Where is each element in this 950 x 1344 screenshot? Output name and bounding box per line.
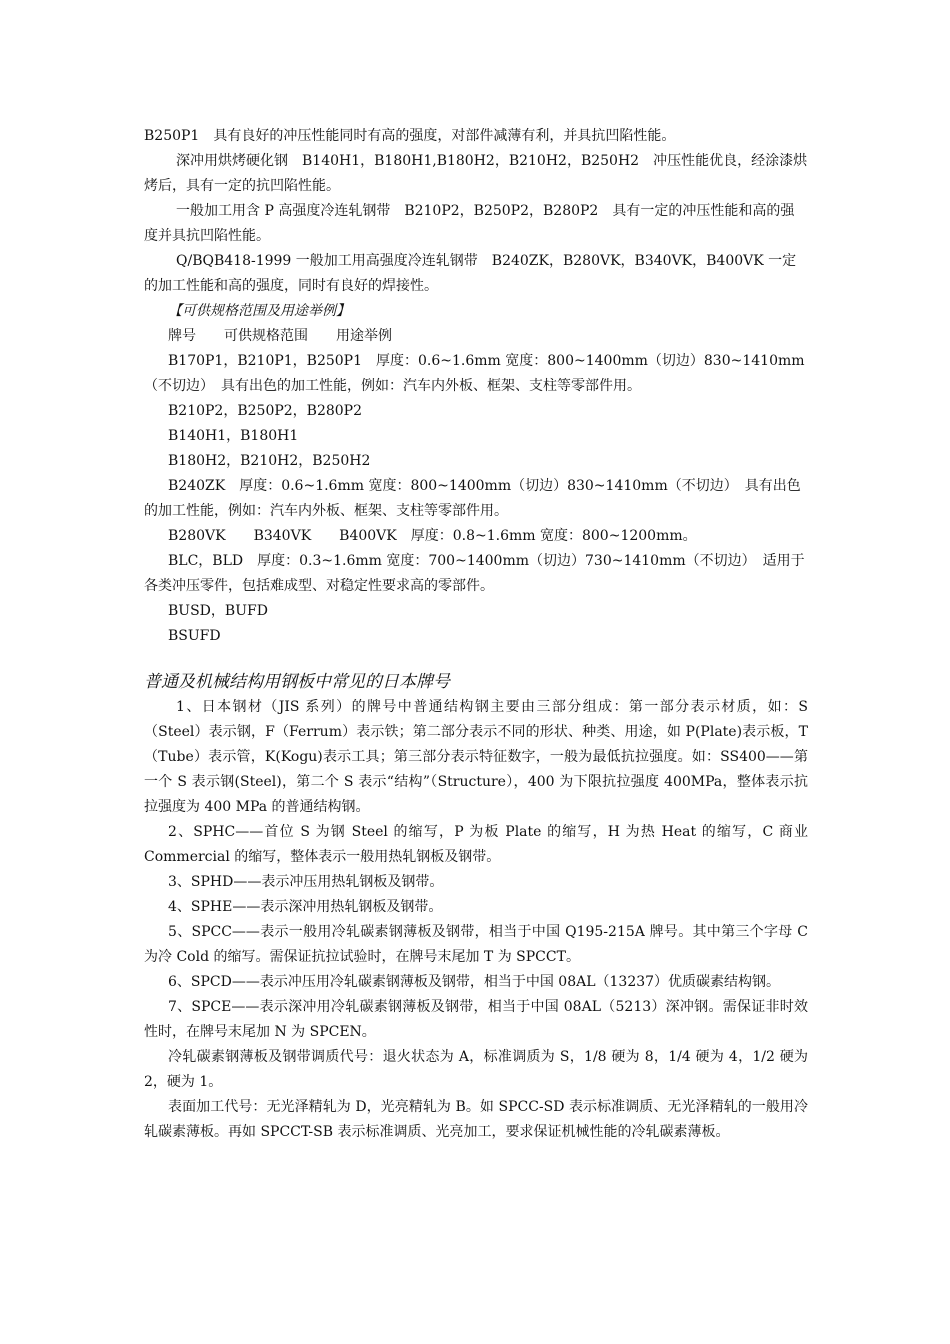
spec-section-title: 【可供规格范围及用途举例】 — [168, 303, 350, 319]
spec-row: BSUFD — [168, 628, 221, 644]
spec-row: BLC，BLD 厚度：0.3~1.6mm 宽度：700~1400mm（切边）730~1410mm（不切边） 适用于各类冲压零件，包括难成型、对稳定性要求高的零部件。 — [144, 553, 805, 594]
paragraph-p-high-strength: 一般加工用含 P 高强度冷连轧钢带 B210P2，B250P2，B280P2 具有一定的冲压性能和高的强度并具抗凹陷性能。 — [144, 203, 795, 244]
jp-paragraph: 5、SPCC——表示一般用冷轧碳素钢薄板及钢带，相当于中国 Q195-215A 牌号。其中第三个字母 C 为冷 Cold 的缩写。需保证抗拉试验时，在牌号末尾加 T 为 SPCCT。 — [144, 924, 808, 965]
jp-paragraph: 表面加工代号：无光泽精轧为 D，光亮精轧为 B。如 SPCC-SD 表示标准调质、无光泽精轧的一般用冷轧碳素薄板。再如 SPCCT-SB 表示标准调质、光亮加工，要求保证机械性能的冷轧碳素薄板。 — [144, 1099, 808, 1140]
document-page — [144, 124, 808, 1145]
jp-paragraph: 1、日本钢材（JIS 系列）的牌号中普通结构钢主要由三部分组成：第一部分表示材质，如：S（Steel）表示钢，F（Ferrum）表示铁；第二部分表示不同的形状、种类、用途，如 P(Plate)表示板，T（Tube）表示管，K(Kogu)表示工具；第三部分表示特征数字，一般为最低抗拉强度。如：SS400——第一个 S 表示钢(Steel)，第二个 S 表示“结构”（Structure），400 为下限抗拉强度 400MPa，整体表示抗拉强度为 400 MPa 的普通结构钢。 — [144, 699, 808, 815]
spec-row: B210P2，B250P2，B280P2 — [168, 403, 363, 419]
spec-row: BUSD，BUFD — [168, 603, 268, 619]
jp-paragraph: 2、SPHC——首位 S 为钢 Steel 的缩写，P 为板 Plate 的缩写，H 为热 Heat 的缩写，C 商业 Commercial 的缩写，整体表示一般用热轧钢板及钢带。 — [144, 824, 808, 865]
spec-table-header: 牌号 可供规格范围 用途举例 — [168, 328, 392, 344]
paragraph-bake-hardening: 深冲用烘烤硬化钢 B140H1，B180H1,B180H2，B210H2，B250H2 冲压性能优良，经涂漆烘烤后，具有一定的抗凹陷性能。 — [144, 153, 808, 194]
jp-paragraph: 4、SPHE——表示深冲用热轧钢板及钢带。 — [168, 899, 443, 915]
paragraph-b250p1: B250P1 具有良好的冲压性能同时有高的强度，对部件减薄有利，并具抗凹陷性能。 — [144, 128, 676, 144]
section-heading: 普通及机械结构用钢板中常见的日本牌号 — [144, 672, 450, 692]
spec-row: B280VK B340VK B400VK 厚度：0.8~1.6mm 宽度：800~1200mm。 — [168, 528, 697, 544]
jp-paragraph: 6、SPCD——表示冲压用冷轧碳素钢薄板及钢带，相当于中国 08AL（13237）优质碳素结构钢。 — [168, 974, 781, 990]
spec-row: B240ZK 厚度：0.6~1.6mm 宽度：800~1400mm（切边）830~1410mm（不切边） 具有出色的加工性能，例如：汽车内外板、框架、支柱等零部件用。 — [144, 478, 801, 519]
spec-row: B180H2，B210H2，B250H2 — [168, 453, 371, 469]
jp-paragraph: 7、SPCE——表示深冲用冷轧碳素钢薄板及钢带，相当于中国 08AL（5213）深冲钢。需保证非时效性时，在牌号末尾加 N 为 SPCEN。 — [144, 999, 808, 1040]
jp-paragraph: 冷轧碳素钢薄板及钢带调质代号：退火状态为 A，标准调质为 S，1/8 硬为 8，1/4 硬为 4，1/2 硬为 2，硬为 1。 — [144, 1049, 808, 1090]
spec-row: B170P1，B210P1，B250P1 厚度：0.6~1.6mm 宽度：800~1400mm（切边）830~1410mm（不切边） 具有出色的加工性能，例如：汽车内外板、框架、支柱等零部件用。 — [144, 353, 805, 394]
paragraph-qbqb418: Q/BQB418-1999 一般加工用高强度冷连轧钢带 B240ZK，B280VK，B340VK，B400VK 一定的加工性能和高的强度，同时有良好的焊接性。 — [144, 253, 797, 294]
jp-paragraph: 3、SPHD——表示冲压用热轧钢板及钢带。 — [168, 874, 444, 890]
spec-row: B140H1，B180H1 — [168, 428, 299, 444]
